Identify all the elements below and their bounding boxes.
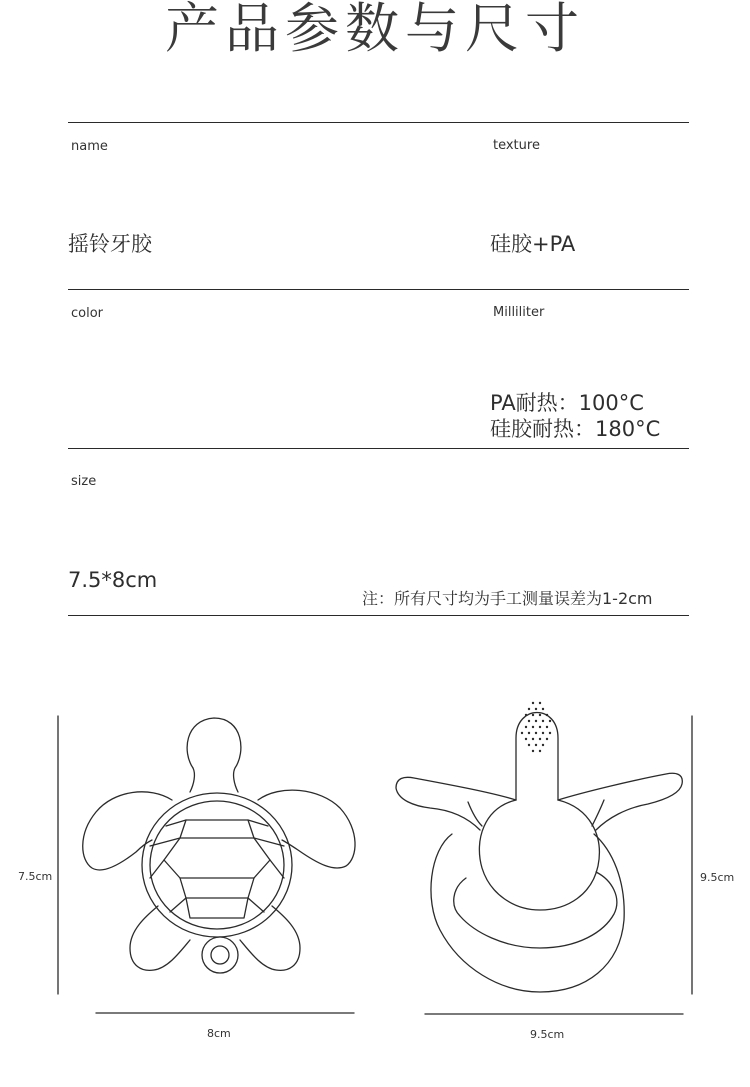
teether-brush-handle xyxy=(516,713,558,801)
bristle-dot xyxy=(549,732,551,734)
pacifier-teether-drawing xyxy=(396,713,682,993)
measurement-note: 注：所有尺寸均为手工测量误差为1-2cm xyxy=(362,589,653,608)
bristle-dot xyxy=(535,744,537,746)
bristle-dot xyxy=(528,720,530,722)
bristle-dot xyxy=(532,726,534,728)
bristle-dot xyxy=(525,714,527,716)
bristle-dot xyxy=(525,726,527,728)
teether-right-wing xyxy=(558,773,682,830)
bristle-dot xyxy=(546,738,548,740)
turtle-teether-drawing xyxy=(83,718,355,973)
turtle-shell-plate-line xyxy=(248,898,264,912)
milliliter-label: Milliliter xyxy=(493,305,545,320)
color-label: color xyxy=(71,306,104,321)
bristle-dot xyxy=(539,726,541,728)
turtle-neck-outline xyxy=(190,768,194,792)
turtle-width-label: 8cm xyxy=(207,1027,231,1040)
turtle-tail-ring-inner xyxy=(211,946,229,964)
teether-left-wing xyxy=(396,777,516,830)
bristle-dot xyxy=(542,744,544,746)
pa-heat-resistance: PA耐热：100°C xyxy=(490,391,644,415)
teether-right-wing-edge xyxy=(592,800,604,826)
bristle-dot xyxy=(549,720,551,722)
silicone-heat-resistance: 硅胶耐热：180°C xyxy=(490,417,661,441)
bristle-dot xyxy=(528,708,530,710)
turtle-shell-plate-line xyxy=(170,898,186,912)
turtle-head-outline xyxy=(187,718,241,792)
turtle-height-label: 7.5cm xyxy=(18,870,53,883)
bristle-dot xyxy=(532,714,534,716)
bristle-dot xyxy=(528,732,530,734)
turtle-left-flipper xyxy=(83,792,172,870)
bristle-dot xyxy=(539,738,541,740)
bristle-dot xyxy=(546,726,548,728)
bristle-dot xyxy=(539,702,541,704)
teether-outer-ring xyxy=(431,834,624,992)
page-title: 产品参数与尺寸 xyxy=(165,0,585,60)
turtle-tail-ring-outer xyxy=(202,937,238,973)
teether-height-label: 9.5cm xyxy=(700,871,735,884)
bristle-dot xyxy=(532,738,534,740)
bristle-dot xyxy=(535,708,537,710)
bristle-dot xyxy=(521,732,523,734)
turtle-shell-outer xyxy=(142,793,292,937)
bristle-dot xyxy=(542,720,544,722)
bristle-dot xyxy=(542,732,544,734)
turtle-shell-plate-line xyxy=(180,878,254,898)
bristle-dot xyxy=(535,732,537,734)
bristle-dot xyxy=(546,714,548,716)
bristle-dot xyxy=(525,738,527,740)
bristle-dot xyxy=(532,702,534,704)
teether-center-ball xyxy=(479,800,599,910)
name-value: 摇铃牙胶 xyxy=(68,232,152,256)
size-label: size xyxy=(71,474,97,489)
turtle-shell-plate-line xyxy=(270,860,284,878)
turtle-shell-plate-line xyxy=(166,820,268,826)
turtle-shell-plate-line xyxy=(186,898,248,918)
teether-width-label: 9.5cm xyxy=(530,1028,565,1041)
bristle-dot xyxy=(532,750,534,752)
turtle-shell-plate-line xyxy=(150,860,164,878)
bristle-dot xyxy=(539,714,541,716)
texture-label: texture xyxy=(493,138,540,153)
size-value: 7.5*8cm xyxy=(68,568,158,592)
bristle-dot xyxy=(539,750,541,752)
bristle-dot xyxy=(535,720,537,722)
bristle-dot xyxy=(542,708,544,710)
turtle-shell-plate-line xyxy=(164,838,270,878)
texture-value: 硅胶+PA xyxy=(490,232,576,256)
teether-bristle-dots xyxy=(521,702,551,752)
bristle-dot xyxy=(528,744,530,746)
turtle-left-back-flipper xyxy=(130,906,190,970)
name-label: name xyxy=(71,139,108,154)
